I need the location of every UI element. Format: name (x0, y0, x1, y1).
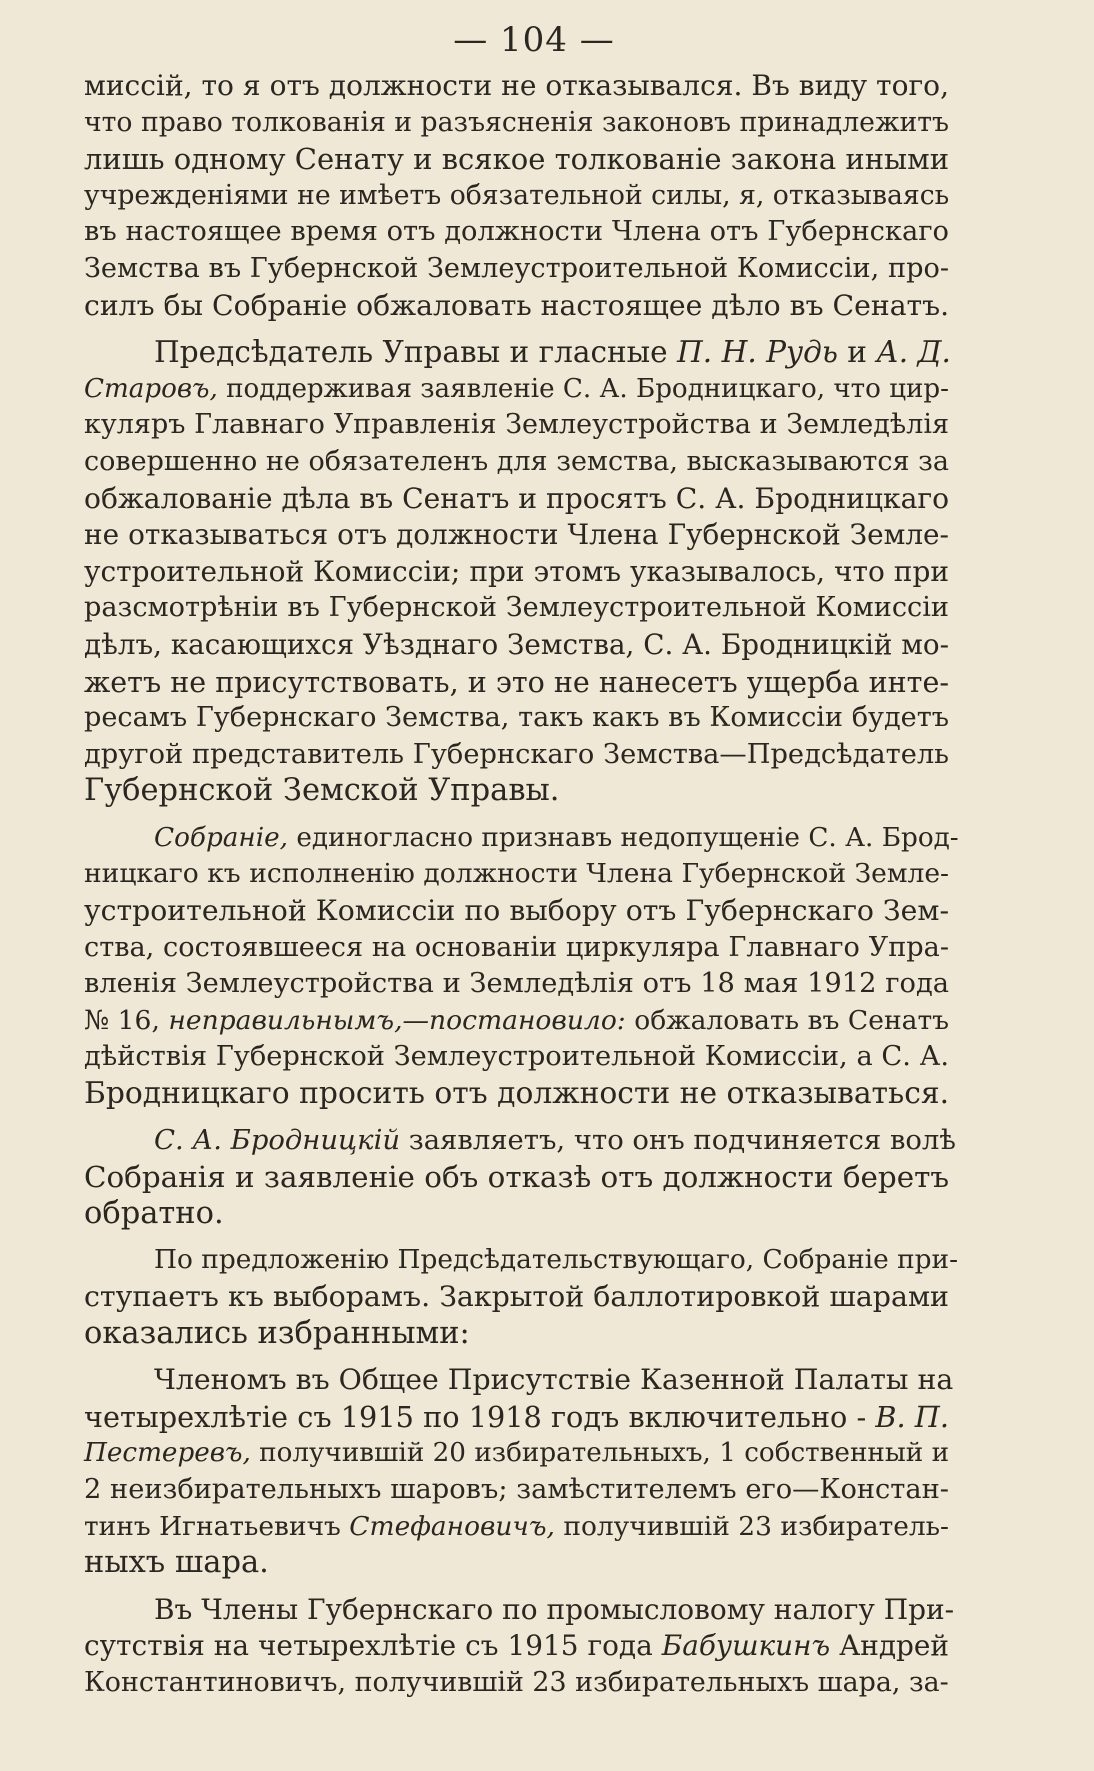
text-segment: ступаетъ къ выборамъ. Закрытой баллотировкой шарами (84, 1280, 949, 1313)
italic-text: С. А. Бродницкій (154, 1124, 401, 1156)
italic-text: Пестеревъ, (84, 1438, 251, 1469)
text-segment: учрежденіями не имѣетъ обязательной силы, я, отказываясь (84, 179, 950, 211)
text-line (84, 1159, 949, 1196)
text-line (84, 288, 949, 325)
italic-text: Старовъ, (84, 373, 218, 404)
text-line (84, 627, 949, 664)
text-segment: ныхъ шара. (84, 1545, 269, 1581)
text-segment: лишь одному Сенату и всякое толкованіе закона иными (84, 142, 950, 177)
text-segment: куляръ Главнаго Управленія Землеустройства и Земледѣлія (84, 409, 949, 441)
text-line (84, 1242, 959, 1279)
text-line (84, 1279, 949, 1316)
text-line (84, 371, 949, 408)
text-segment: устроительной Комиссіи; при этомъ указывалось, что при (84, 554, 949, 588)
text-line (84, 1509, 949, 1546)
text-line (84, 1123, 956, 1160)
text-line (84, 1196, 949, 1233)
text-segment: совершенно не обязателенъ для земства, высказываются за (84, 445, 949, 477)
page-body (84, 68, 1074, 1702)
text-line (84, 930, 949, 967)
text-line (84, 141, 949, 178)
text-line (84, 1472, 949, 1509)
text-segment: и (837, 335, 877, 370)
text-segment: Губернской Земской Управы. (84, 773, 560, 809)
text-line (84, 1003, 949, 1040)
text-line (84, 664, 949, 701)
text-line (84, 251, 949, 288)
text-segment: Въ Члены Губернскаго по промысловому налогу При- (154, 1592, 955, 1626)
italic-text: А. Д. (876, 335, 951, 370)
text-line (84, 407, 949, 444)
text-segment: получившій 20 избирательныхъ, 1 собственный и (250, 1438, 950, 1469)
text-segment: въ настоящее время отъ должности Члена отъ Губернскаго (84, 216, 949, 248)
text-segment: получившій 23 избиратель- (554, 1510, 949, 1542)
text-line (84, 1399, 949, 1436)
text-line (84, 214, 949, 251)
text-line (84, 590, 949, 627)
text-segment: дѣйствія Губернской Землеустроительной Комиссіи, а С. А. (84, 1041, 949, 1073)
text-line (84, 893, 949, 930)
paragraph (84, 1242, 1074, 1352)
text-segment: единогласно признавъ недопущеніе С. А. Брод- (288, 822, 959, 853)
text-line (84, 737, 949, 774)
text-segment: ресамъ Губернскаго Земства, такъ какъ въ Комиссіи будетъ (84, 702, 949, 734)
text-segment: сутствія на четырехлѣтіе съ 1915 года (84, 1629, 662, 1663)
text-line (84, 517, 949, 554)
text-segment: Предсѣдатель Управы и гласные (154, 335, 678, 370)
text-segment: № 16, (84, 1004, 169, 1036)
text-line (84, 1592, 955, 1629)
text-segment: Земства въ Губернской Землеустроительной Комиссіи, про- (84, 252, 949, 284)
text-line (84, 1665, 949, 1702)
italic-text: В. П. (875, 1399, 949, 1434)
text-segment: другой представитель Губернскаго Земства—Предсѣдатель (84, 738, 949, 770)
text-segment: 2 неизбирательныхъ шаровъ; замѣстителемъ его—Констан- (84, 1473, 949, 1505)
text-line (84, 68, 949, 105)
text-segment: разсмотрѣніи въ Губернской Землеустроительной Комиссіи (84, 592, 949, 624)
text-line (84, 773, 949, 810)
text-segment: оказались избранными: (84, 1315, 470, 1351)
italic-text: Бабушкинъ (661, 1629, 831, 1663)
text-segment: ства, состоявшееся на основаніи циркуляра Главнаго Упра- (84, 931, 949, 963)
text-segment: заявляетъ, что онъ подчиняется волѣ (400, 1124, 956, 1156)
text-line (84, 178, 949, 215)
text-line (84, 444, 949, 481)
text-line (84, 1545, 949, 1582)
text-line (84, 700, 949, 737)
text-segment: миссій, то я отъ должности не отказывался. Въ виду того, (84, 69, 949, 102)
text-line (84, 1435, 949, 1472)
text-segment: По предложенію Предсѣдательствующаго, Собраніе при- (154, 1245, 959, 1276)
paragraph (84, 334, 1074, 810)
text-segment: что право толкованія и разъясненія законовъ принадлежитъ (84, 106, 949, 138)
text-segment: Андрей (830, 1629, 949, 1663)
text-line (84, 1076, 949, 1113)
text-line (84, 856, 949, 893)
text-segment: обжаловать въ Сенатъ (625, 1004, 949, 1036)
text-line (84, 1039, 949, 1076)
paragraph (84, 1592, 1074, 1702)
text-segment: не отказываться отъ должности Члена Губернской Земле- (84, 518, 949, 552)
text-line (84, 1362, 954, 1399)
text-segment: поддерживая заявленіе С. А. Бродницкаго, что цир- (217, 373, 949, 404)
page-number: — 104 — (453, 20, 615, 60)
text-segment: вленія Землеустройства и Земледѣлія отъ 18 мая 1912 года (84, 968, 949, 1000)
text-line (84, 1628, 949, 1665)
paragraph (84, 820, 1074, 1113)
text-segment: тинъ Игнатьевичъ (84, 1510, 350, 1542)
text-segment: дѣлъ, касающихся Уѣзднаго Земства, С. А. Бродницкій мо- (84, 627, 949, 661)
italic-text: Стефановичъ, (349, 1510, 555, 1542)
text-line (84, 554, 949, 591)
text-segment: ницкаго къ исполненію должности Члена Губернской Земле- (84, 858, 949, 890)
text-segment: Собранія и заявленіе объ отказѣ отъ должности беретъ (84, 1160, 950, 1195)
text-segment: четырехлѣтіе съ 1915 по 1918 годъ включительно - (84, 1399, 876, 1434)
paragraph (84, 1123, 1074, 1233)
text-segment: Членомъ въ Общее Присутствіе Казенной Палаты на (154, 1363, 954, 1397)
text-segment: силъ бы Собраніе обжаловать настоящее дѣло въ Сенатъ. (84, 288, 950, 322)
italic-text: П. Н. Рудь (677, 335, 838, 370)
text-segment: Константиновичъ, получившій 23 избирательныхъ шара, за- (84, 1666, 949, 1698)
text-line (84, 105, 949, 142)
text-line (84, 334, 949, 371)
text-line (84, 966, 949, 1003)
text-segment: устроительной Комиссіи по выбору отъ Губернскаго Зем- (84, 894, 949, 928)
text-segment: обжалованіе дѣла въ Сенатъ и просятъ С. А. Бродницкаго (84, 481, 950, 515)
italic-text: Собраніе, (154, 822, 289, 853)
paragraph (84, 1362, 1074, 1582)
text-segment: жетъ не присутствовать, и это не нанесетъ ущерба инте- (84, 664, 949, 699)
book-page (84, 20, 1074, 1712)
text-line (84, 820, 959, 857)
paragraph (84, 68, 1074, 324)
text-line (84, 481, 949, 518)
italic-text: неправильнымъ,—постановило: (168, 1004, 626, 1036)
text-segment: обратно. (84, 1195, 224, 1231)
text-line (84, 1316, 949, 1353)
text-segment: Бродницкаго просить отъ должности не отказываться. (84, 1076, 950, 1112)
